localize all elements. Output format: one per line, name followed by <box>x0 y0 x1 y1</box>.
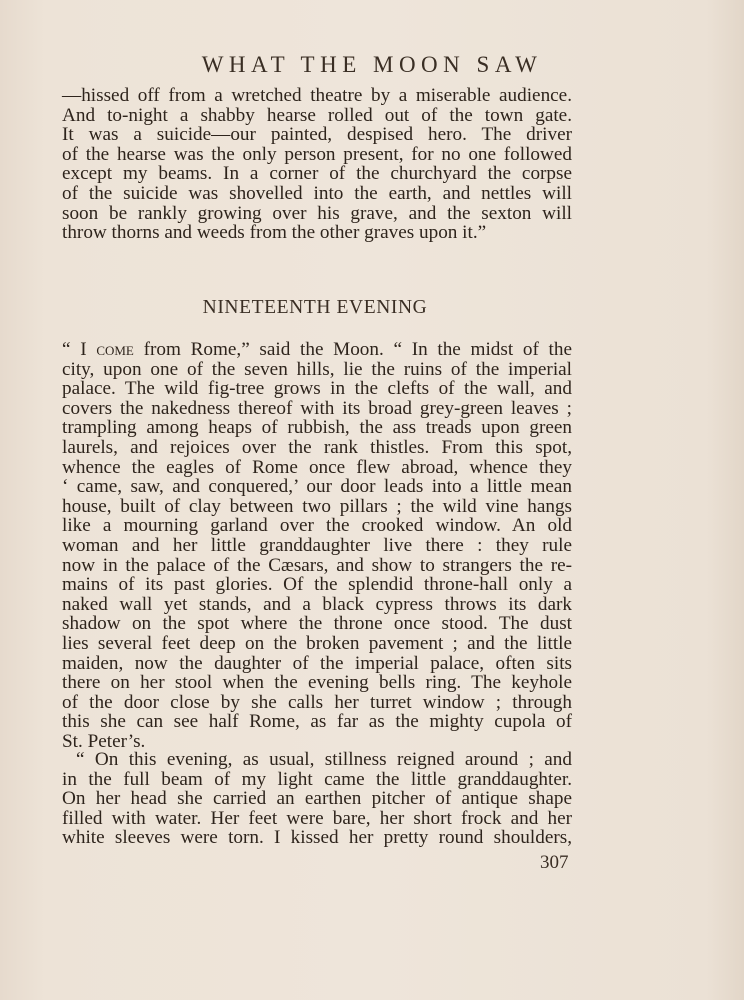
text-line: of the hearse was the only person present, for no one followed <box>62 143 572 165</box>
opening-initial: I <box>80 339 97 360</box>
text-line: white sleeves were torn. I kissed her pretty round shoulders, <box>62 827 572 849</box>
text-line: On her head she carried an earthen pitcher of antique shape <box>62 788 572 810</box>
top-paragraph <box>62 86 572 243</box>
text-line: And to-night a shabby hearse rolled out of the town gate. <box>62 104 572 126</box>
text-line: like a mourning garland over the crooked window. An old <box>62 515 572 537</box>
section-heading: NINETEENTH EVENING <box>202 297 428 318</box>
text-line: whence the eagles of Rome once flew abroad, whence they <box>62 456 572 478</box>
text-line: of the suicide was shovelled into the earth, and nettles will <box>62 182 572 204</box>
text-line: city, upon one of the seven hills, lie the ruins of the imperial <box>62 358 572 380</box>
text-line: except my beams. In a corner of the churchyard the corpse <box>62 163 572 185</box>
text-line: —hissed off from a wretched theatre by a miserable audience. <box>62 85 572 106</box>
text-line: mains of its past glories. Of the splendid throne-hall only a <box>62 574 572 596</box>
text-line: there on her stool when the evening bells ring. The keyhole <box>62 672 572 694</box>
opening-smallcaps: come <box>96 339 134 360</box>
second-paragraph <box>62 750 572 848</box>
text-line: in the full beam of my light came the little granddaughter. <box>62 768 572 790</box>
text-line: filled with water. Her feet were bare, her short frock and her <box>62 807 572 829</box>
opening-line-rest: from Rome,” said the Moon. “ In the midst of the <box>133 339 572 360</box>
text-line: palace. The wild fig-tree grows in the clefts of the wall, and <box>62 378 572 400</box>
text-line: It was a suicide—our painted, despised hero. The driver <box>62 124 572 146</box>
text-line: woman and her little granddaughter live there : they rule <box>62 534 572 556</box>
text-line: covers the nakedness thereof with its broad grey-green leaves ; <box>62 397 572 419</box>
main-paragraph <box>62 340 572 751</box>
text-line: now in the palace of the Cæsars, and show to strangers the re- <box>62 554 572 576</box>
text-line: lies several feet deep on the broken pavement ; and the little <box>62 632 572 654</box>
page-number: 307 <box>540 852 569 873</box>
text-line: naked wall yet stands, and a black cypress throws its dark <box>62 593 572 615</box>
text-line: “ On this evening, as usual, stillness reigned around ; and <box>76 749 572 770</box>
text-line: soon be rankly growing over his grave, and the sexton will <box>62 202 572 224</box>
text-line-opening <box>62 340 572 360</box>
text-line: ‘ came, saw, and conquered,’ our door leads into a little mean <box>62 476 572 498</box>
text-line: this she can see half Rome, as far as the mighty cupola of <box>62 711 572 733</box>
text-line: trampling among heaps of rubbish, the ass treads upon green <box>62 417 572 439</box>
text-line: shadow on the spot where the throne once stood. The dust <box>62 613 572 635</box>
text-line: of the door close by she calls her turret window ; through <box>62 691 572 713</box>
opening-quote: “ <box>62 339 81 360</box>
text-line: laurels, and rejoices over the rank thistles. From this spot, <box>62 436 572 458</box>
text-line: St. Peter’s. <box>62 730 146 752</box>
text-line: maiden, now the daughter of the imperial palace, often sits <box>62 652 572 674</box>
running-head: WHAT THE MOON SAW <box>201 52 543 77</box>
text-line: throw thorns and weeds from the other graves upon it.” <box>62 222 487 244</box>
text-line: house, built of clay between two pillars ; the wild vine hangs <box>62 495 572 517</box>
